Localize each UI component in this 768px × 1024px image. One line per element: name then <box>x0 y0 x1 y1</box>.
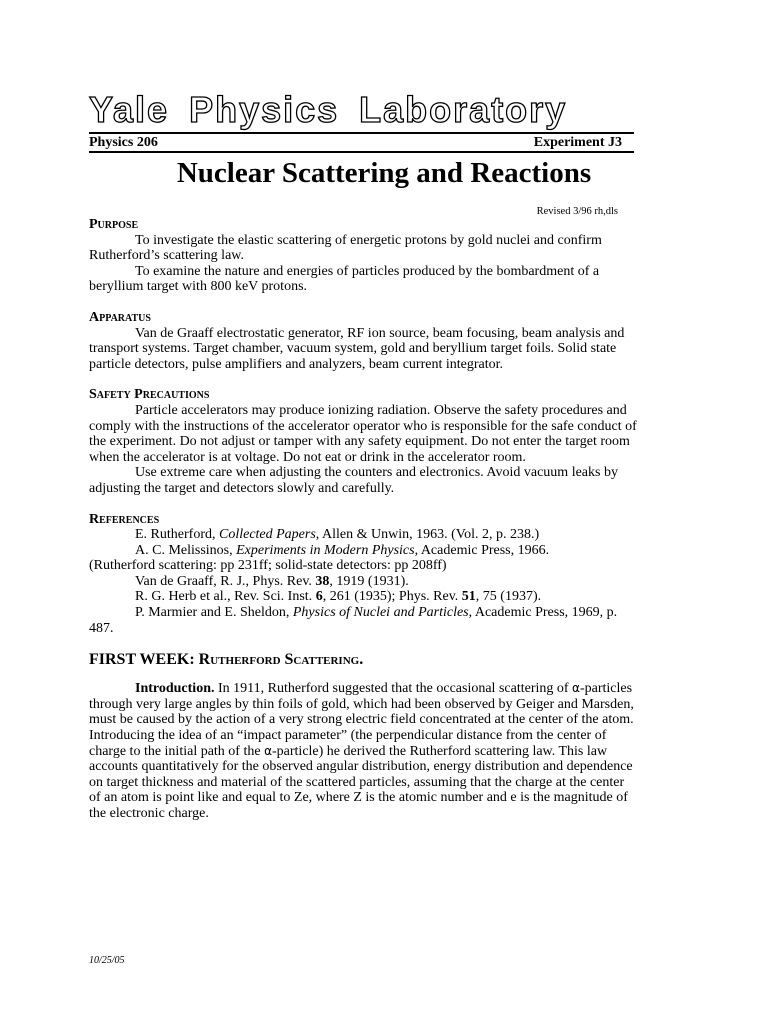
safety-heading: Safety Precautions <box>89 387 210 403</box>
reference-item: R. G. Herb et al., Rev. Sci. Inst. 6, 261 (1935); Phys. Rev. 51, 75 (1937). <box>135 589 542 605</box>
introduction-label: Introduction. <box>135 681 215 697</box>
purpose-paragraph-1: To investigate the elastic scattering of energetic protons by gold nuclei and confirm Rutherford’s scattering law. <box>89 232 602 264</box>
header-rule-bottom <box>89 151 634 153</box>
revision-note: Revised 3/96 rh,dls <box>536 206 618 217</box>
apparatus-heading: Apparatus <box>89 309 151 325</box>
reference-item: A. C. Melissinos, Experiments in Modern Physics, Academic Press, 1966. <box>135 542 550 558</box>
safety-paragraph-2: Use extreme care when adjusting the counters and electronics. Avoid vacuum leaks by adjusting the target and detectors slowly and carefully. <box>89 465 618 496</box>
reference-item: E. Rutherford, Collected Papers, Allen & Unwin, 1963. (Vol. 2, p. 238.) <box>135 527 540 543</box>
document-body <box>89 217 637 822</box>
experiment-number: Experiment J3 <box>533 135 622 150</box>
alpha-symbol: α <box>572 681 580 696</box>
apparatus-paragraph: Van de Graaff electrostatic generator, RF ion source, beam focusing, beam analysis and transport systems. Target chamber, vacuum system, gold and beryllium target foils. Solid state particle detectors, pulse amplifiers and analyzers, beam current integrator. <box>89 325 625 372</box>
references-heading: References <box>89 511 160 527</box>
introduction-paragraph: Introduction. In 1911, Rutherford suggested that the occasional scattering of α-particles through very large angles by thin foils of gold, which had been observed by Geiger and Marsden, must be caused by the action of a very strong electric field concentrated at the center of the atom. Introducing the idea of an “impact parameter” (the perpendicular distance from the center of charge to the initial path of the α-particle) he derived the Rutherford scattering law. This law accounts quantitatively for the observed angular distribution, energy distribution and dependence on target thickness and material of the scattered particles, assuming that the charge at the center of an atom is point like and equal to Ze, where Z is the atomic number and e is the magnitude of the electronic charge. <box>89 681 634 821</box>
document-title: Nuclear Scattering and Reactions <box>176 157 592 189</box>
first-week-heading: FIRST WEEK: Rutherford Scattering. <box>89 651 364 669</box>
reference-item: P. Marmier and E. Sheldon, Physics of Nuclei and Particles, Academic Press, 1969, p. 487. <box>89 605 618 636</box>
purpose-heading: Purpose <box>89 217 139 232</box>
footer-date: 10/25/05 <box>89 955 125 966</box>
reference-note: (Rutherford scattering: pp 231ff; solid-state detectors: pp 208ff) <box>89 558 447 574</box>
safety-paragraph-1: Particle accelerators may produce ionizing radiation. Observe the safety procedures and comply with the instructions of the accelerator operator who is responsible for the safe conduct of the experiment. Do not adjust or tamper with any safety equipment. Do not enter the target room when the accelerator is at voltage. Do not eat or drink in the accelerator room. <box>89 402 637 465</box>
purpose-paragraph-2: To examine the nature and energies of particles produced by the bombardment of a beryllium target with 800 keV protons. <box>89 263 600 295</box>
reference-item: Van de Graaff, R. J., Phys. Rev. 38, 1919 (1931). <box>135 573 409 589</box>
lab-title: Yale Physics Laboratory <box>89 89 568 130</box>
header-rule-top <box>89 132 634 134</box>
course-number: Physics 206 <box>89 135 158 150</box>
alpha-symbol: α <box>264 743 272 758</box>
